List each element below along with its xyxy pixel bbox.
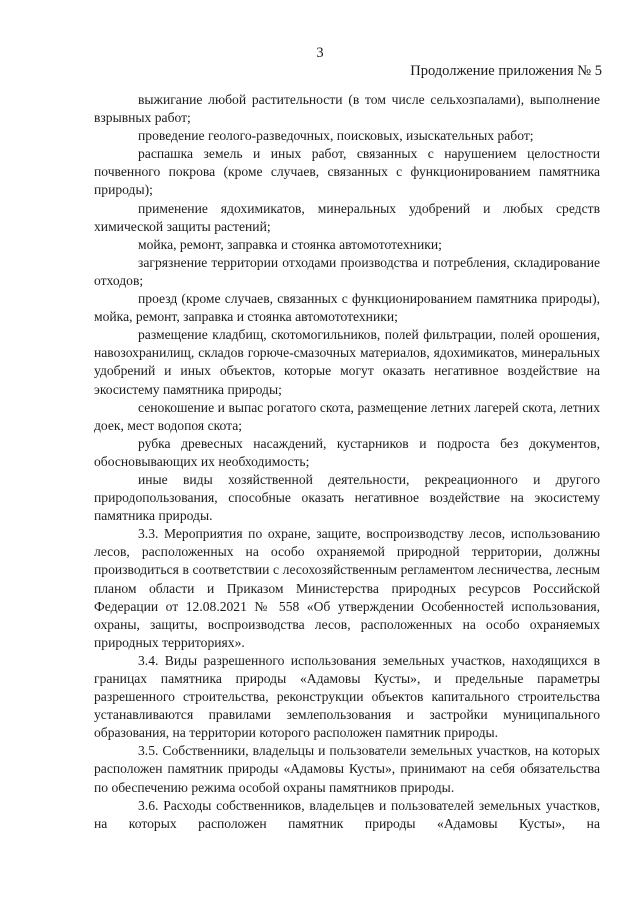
page-number: 3 xyxy=(316,45,324,61)
document-body xyxy=(94,91,600,833)
paragraph-3: распашка земель и иных работ, связанных с нарушением целостности почвенного покрова (кроме случаев, связанных с функционированием памятника природы); xyxy=(94,146,600,198)
section-3-6: 3.6. Расходы собственников, владельцев и пользователей земельных участков, на которых расположен памятник природы «Адамовы Кусты», на xyxy=(94,797,600,831)
paragraph-4: применение ядохимикатов, минеральных удобрений и любых средств химической защиты растений; xyxy=(94,200,600,234)
section-3-4: 3.4. Виды разрешенного использования земельных участков, находящихся в границах памятника природы «Адамовы Кусты», и предельные параметры разрешенного строительства, реконструкции объектов капитального строительства устанавливаются правилами землепользования и застройки муниципального образования, на территории которого расположен памятник природы. xyxy=(94,652,600,741)
section-3-5: 3.5. Собственники, владельцы и пользователи земельных участков, на которых расположен памятник природы «Адамовы Кусты», принимают на себя обязательства по обеспечению режима особой охраны памятников природы. xyxy=(94,743,600,795)
paragraph-10: рубка древесных насаждений, кустарников и подроста без документов, обосновывающих их необходимость; xyxy=(94,435,600,469)
paragraph-2: проведение геолого-разведочных, поисковых, изыскательных работ; xyxy=(138,128,534,144)
section-3-3: 3.3. Мероприятия по охране, защите, воспроизводству лесов, использованию лесов, расположенных на особо охраняемой природной территории, должны производиться в соответствии с лесохозяйственным регламентом лесничества, лесным планом области и Приказом Министерства природных ресурсов Российской Федерации от 12.08.2021 № 558 «Об утверждении Особенностей использования, охраны, защиты, воспроизводства лесов, расположенных на особо охраняемых природных территориях». xyxy=(94,526,600,650)
paragraph-7: проезд (кроме случаев, связанных с функционированием памятника природы), мойка, ремонт, заправка и стоянка автомототехники; xyxy=(94,291,600,325)
paragraph-5: мойка, ремонт, заправка и стоянка автомототехники; xyxy=(138,236,442,252)
paragraph-6: загрязнение территории отходами производства и потребления, складирование отходов; xyxy=(94,254,600,288)
paragraph-9: сенокошение и выпас рогатого скота, размещение летних лагерей скота, летних доек, мест водопоя скота; xyxy=(94,399,600,433)
paragraph-8: размещение кладбищ, скотомогильников, полей фильтрации, полей орошения, навозохранилищ, складов горюче-смазочных материалов, ядохимикатов, минеральных удобрений и иных объектов, которые могут оказать негативное воздействие на экосистему памятника природы; xyxy=(94,327,600,397)
appendix-header: Продолжение приложения № 5 xyxy=(410,63,602,79)
paragraph-1: выжигание любой растительности (в том числе сельхозпалами), выполнение взрывных работ; xyxy=(94,92,600,126)
paragraph-11: иные виды хозяйственной деятельности, рекреационного и другого природопользования, способные оказать негативное воздействие на экосистему памятника природы. xyxy=(94,471,600,524)
